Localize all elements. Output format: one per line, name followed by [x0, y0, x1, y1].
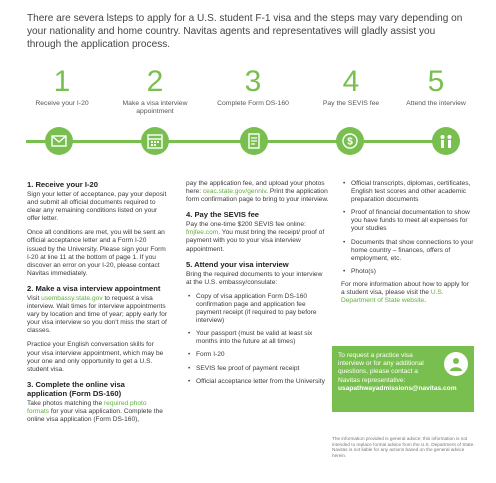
step-2 [115, 66, 195, 118]
photo-formats-link[interactable]: required photo formats [27, 399, 147, 415]
usembassy-link[interactable]: usembassy.state.gov [41, 294, 103, 302]
text: . [424, 297, 427, 305]
paragraph: Once all conditions are met, you will be sent an official acceptance letter and a Form I-20 issued by the University. Please sign your Form I-20 at line 11 at the bottom of page 1. If you discover an error on your I-20, please contact Navitas immediately. [27, 229, 166, 277]
column-1 [27, 180, 167, 430]
text: Visit [27, 294, 42, 302]
paragraph [186, 180, 329, 204]
paragraph [186, 221, 329, 253]
section-heading: 2. Make a visa interview appointment [27, 283, 161, 293]
required-documents-list [186, 293, 329, 386]
document-icon [240, 127, 268, 155]
step-5 [396, 66, 476, 118]
process-steps [22, 66, 474, 174]
text: to request a visa interview. Wait times for interview appointments vary by location and time of year; apply early for your visa interview so you don't miss the start of classes. [27, 294, 168, 335]
envelope-icon [45, 127, 73, 155]
list-item: • Official acceptance letter from the University [186, 378, 329, 386]
list-item: • Copy of visa application Form DS-160 confirmation page and application fee payment receipt (if required to pay before interview) [186, 293, 329, 325]
fmjfee-link[interactable]: fmjfee.com [186, 229, 219, 237]
list-item: • Official transcripts, diplomas, certificates, English test scores and other academic preparation documents [341, 180, 474, 204]
text: Pay the one-time $200 SEVIS fee online: [186, 221, 306, 229]
paragraph: Sign your letter of acceptance, pay your deposit and submit all official documents required to clear any remaining conditions listed on your offer letter. [27, 191, 167, 223]
step-connector-line [26, 140, 446, 143]
text: for your visa application. Complete the online visa application (Form DS-160), [27, 407, 163, 423]
step-number: 4 [342, 65, 360, 98]
step-label: Make a visa interview appointment [122, 100, 188, 115]
column-3 [341, 180, 474, 311]
required-documents-list-continued [341, 180, 474, 276]
step-label: Pay the SEVIS fee [322, 100, 380, 107]
text: . Print the application form confirmation page to bring to your interview. [186, 188, 329, 204]
step-number: 1 [53, 65, 71, 98]
paragraph [27, 400, 167, 424]
step-label: Complete Form DS-160 [217, 100, 289, 107]
step-3 [213, 66, 293, 118]
text: pay the application fee, and upload your photos here: [186, 180, 325, 196]
text: Take photos matching the [27, 399, 104, 407]
list-item: • Documents that show connections to your home country – finances, offers of employment, etc. [341, 239, 474, 263]
step-number: 5 [427, 65, 445, 98]
paragraph [341, 281, 474, 305]
people-icon [432, 127, 460, 155]
text: . You must bring the receipt/ proof of payment with you to your visa interview appointment. [186, 229, 325, 253]
intro-paragraph: There are severa lsteps to apply for a U.S. student F-1 visa and the steps may vary depending on your nationality and home country. Navitas agents and representatives will gladly assist you through the application process. [27, 13, 463, 50]
step-1 [22, 66, 102, 118]
contact-email[interactable]: usapathwayadmissions@navitas.com [338, 384, 457, 392]
paragraph: Practice your English conversation skills for your visa interview appointment, which may be your one and only opportunity to get a U.S. student visa. [27, 341, 164, 373]
step-number: 2 [146, 65, 164, 98]
section-heading: 1. Receive your I-20 [27, 180, 98, 189]
section-heading: 4. Pay the SEVIS fee [186, 210, 260, 220]
calendar-icon [141, 127, 169, 155]
step-label: Receive your I-20 [35, 100, 89, 107]
ceac-link[interactable]: ceac.state.gov/genniv [202, 188, 267, 196]
step-label: Attend the interview [406, 100, 466, 107]
state-department-link[interactable]: U.S. Department of State website [341, 289, 444, 305]
person-icon [444, 352, 468, 376]
paragraph: Bring the required documents to your interview at the U.S. embassy/consulate: [186, 270, 323, 286]
step-4 [311, 66, 391, 118]
list-item: • Your passport (must be valid at least six months into the future at all times) [186, 330, 329, 346]
step-number: 3 [244, 65, 262, 98]
list-item: • Form I-20 [186, 351, 329, 359]
paragraph [27, 295, 167, 335]
list-item: • SEVIS fee proof of payment receipt [186, 365, 329, 373]
disclaimer: The information provided is general advice; this information is not intended to replace formal advice from the U.S. Department of State. Navitas is not liable for any actions based on the general advice herein. [332, 436, 475, 459]
svg-text:$: $ [347, 136, 353, 148]
dollar-icon [336, 127, 364, 155]
text: For more information about how to apply for a student visa, please visit the [341, 280, 469, 297]
column-2 [186, 180, 329, 391]
list-item: • Proof of financial documentation to show you have funds to meet all expenses for your studies [341, 209, 474, 233]
list-item: • Photo(s) [341, 268, 474, 276]
contact-callout [332, 346, 474, 412]
section-heading: 5. Attend your visa interview [186, 259, 289, 269]
callout-text: To request a practice visa interview or for any additional questions, please contact a Navitas representative: [338, 352, 424, 384]
section-heading: 3. Complete the online visa application (Form DS-160) [27, 379, 125, 398]
